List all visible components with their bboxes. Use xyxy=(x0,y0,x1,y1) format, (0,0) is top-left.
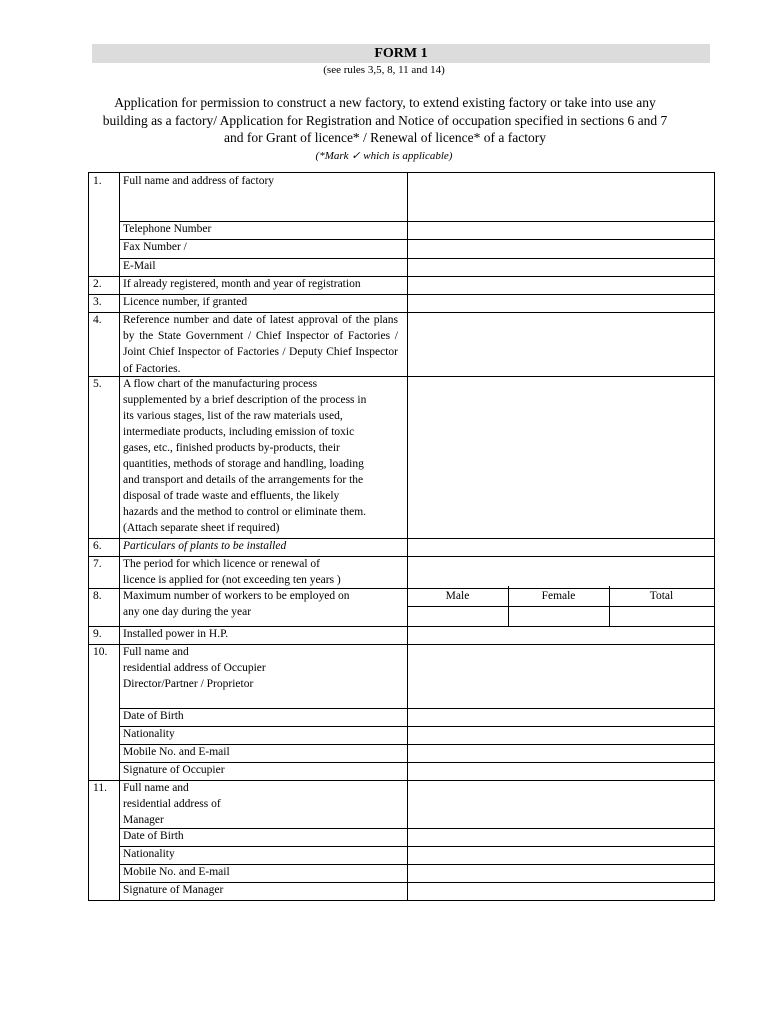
plants-label: Particulars of plants to be installed xyxy=(123,540,287,552)
fax-label: Fax Number / xyxy=(123,241,187,253)
sub-row-divider xyxy=(119,726,714,727)
plan-approval-label: Reference number and date of latest approval of the plans by the State Government / Chief Inspector of Factories / Joint Chief Inspector of Factories / Deputy Chief Inspector of Factories. xyxy=(123,314,398,375)
row-number: 7. xyxy=(93,558,102,570)
row-number: 6. xyxy=(93,540,102,552)
form-title: FORM 1 xyxy=(92,44,710,63)
row-number: 1. xyxy=(93,175,102,187)
total-column-header: Total xyxy=(649,590,674,602)
manager-address-label xyxy=(123,780,221,828)
row-number: 8. xyxy=(93,590,102,602)
occupier-line: Director/Partner / Proprietor xyxy=(123,678,254,690)
telephone-label: Telephone Number xyxy=(123,223,212,235)
row-number: 10. xyxy=(93,646,108,658)
workers-header-divider xyxy=(407,606,714,607)
heading-line-2: building as a factory/ Application for Registration and Notice of occupation specified in sections 6 and 7 xyxy=(102,112,668,128)
row-number: 4. xyxy=(93,314,102,326)
rules-reference: (see rules 3,5, 8, 11 and 14) xyxy=(323,64,445,76)
heading-line-3: and for Grant of licence* / Renewal of licence* of a factory xyxy=(224,130,546,145)
row-number: 9. xyxy=(93,628,102,640)
email-label: E-Mail xyxy=(123,260,156,272)
max-workers-line: any one day during the year xyxy=(123,606,252,618)
manager-nationality-label: Nationality xyxy=(123,848,175,860)
flow-chart-line: A flow chart of the manufacturing process xyxy=(123,378,318,390)
flow-chart-line: gases, etc., finished products by-products, their xyxy=(123,442,340,454)
manager-line: Manager xyxy=(123,814,164,826)
licence-period-line: The period for which licence or renewal of xyxy=(123,558,321,570)
occupier-dob-label: Date of Birth xyxy=(123,710,184,722)
registration-label: If already registered, month and year of registration xyxy=(123,278,361,290)
occupier-line: residential address of Occupier xyxy=(123,662,266,674)
flow-chart-line: its various stages, list of the raw materials used, xyxy=(123,410,343,422)
heading-line-1: Application for permission to construct a new factory, to extend existing factory or take into use any xyxy=(114,95,656,110)
installed-power-label: Installed power in H.P. xyxy=(123,628,229,640)
row-number: 2. xyxy=(93,278,102,290)
answer-column-divider xyxy=(407,173,408,900)
max-workers-label xyxy=(123,588,349,620)
flow-chart-label xyxy=(123,376,366,536)
flow-chart-line: quantities, methods of storage and handling, loading xyxy=(123,458,364,470)
flow-chart-line: intermediate products, including emission of toxic xyxy=(123,426,355,438)
licence-number-label: Licence number, if granted xyxy=(123,296,248,308)
female-column-header: Female xyxy=(541,590,576,602)
mark-note: (*Mark ✓ which is applicable) xyxy=(315,150,453,162)
flow-chart-line: and transport and details of the arrangements for the xyxy=(123,474,364,486)
sub-row-divider xyxy=(119,239,714,240)
occupier-line: Full name and xyxy=(123,646,189,658)
number-column-divider xyxy=(119,173,120,900)
occupier-address-label xyxy=(123,644,266,692)
max-workers-line: Maximum number of workers to be employed on xyxy=(123,590,350,602)
licence-period-label xyxy=(123,556,341,588)
licence-period-line: licence is applied for (not exceeding ten years ) xyxy=(123,574,341,586)
row-number: 11. xyxy=(93,782,107,794)
form-heading xyxy=(80,94,690,147)
manager-dob-label: Date of Birth xyxy=(123,830,184,842)
factory-name-address-label: Full name and address of factory xyxy=(123,175,275,187)
flow-chart-line: (Attach separate sheet if required) xyxy=(123,522,280,534)
row-number: 5. xyxy=(93,378,102,390)
sub-row-divider xyxy=(119,708,714,709)
row-number: 3. xyxy=(93,296,102,308)
application-form-table xyxy=(88,172,715,901)
male-column-header: Male xyxy=(445,590,470,602)
occupier-mobile-label: Mobile No. and E-mail xyxy=(123,746,230,758)
occupier-signature-label: Signature of Occupier xyxy=(123,764,225,776)
sub-row-divider xyxy=(119,828,714,829)
manager-line: residential address of xyxy=(123,798,221,810)
occupier-nationality-label: Nationality xyxy=(123,728,175,740)
flow-chart-line: supplemented by a brief description of the process in xyxy=(123,394,367,406)
manager-signature-label: Signature of Manager xyxy=(123,884,224,896)
manager-mobile-label: Mobile No. and E-mail xyxy=(123,866,230,878)
flow-chart-line: hazards and the method to control or eliminate them. xyxy=(123,506,367,518)
flow-chart-line: disposal of trade waste and effluents, the likely xyxy=(123,490,340,502)
sub-row-divider xyxy=(119,846,714,847)
manager-line: Full name and xyxy=(123,782,189,794)
sub-row-divider xyxy=(119,258,714,259)
